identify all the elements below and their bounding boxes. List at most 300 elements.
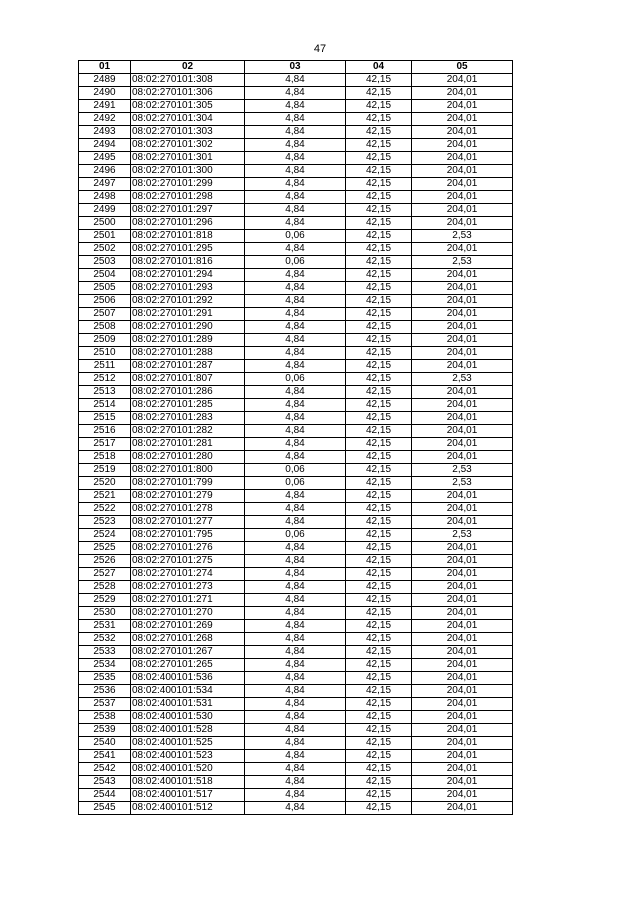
table-cell: 0,06 [245, 464, 346, 477]
table-cell: 42,15 [346, 672, 412, 685]
table-cell: 2,53 [412, 464, 513, 477]
table-cell: 08:02:270101:285 [131, 399, 245, 412]
table-row [79, 776, 513, 789]
table-cell: 42,15 [346, 308, 412, 321]
table-cell: 08:02:270101:291 [131, 308, 245, 321]
table-cell: 4,84 [245, 711, 346, 724]
column-header: 03 [245, 61, 346, 74]
table-cell: 204,01 [412, 568, 513, 581]
table-row [79, 672, 513, 685]
table-cell: 08:02:270101:816 [131, 256, 245, 269]
table-row [79, 347, 513, 360]
table-cell: 2496 [79, 165, 131, 178]
table-cell: 2,53 [412, 477, 513, 490]
table-cell: 204,01 [412, 620, 513, 633]
table-row [79, 477, 513, 490]
table-cell: 2499 [79, 204, 131, 217]
table-cell: 42,15 [346, 607, 412, 620]
table-cell: 2536 [79, 685, 131, 698]
table-cell: 08:02:270101:299 [131, 178, 245, 191]
table-cell: 4,84 [245, 542, 346, 555]
table-row [79, 217, 513, 230]
table-cell: 2512 [79, 373, 131, 386]
table-cell: 2505 [79, 282, 131, 295]
table-cell: 08:02:270101:303 [131, 126, 245, 139]
table-cell: 2491 [79, 100, 131, 113]
table-header-row [79, 61, 513, 74]
table-cell: 08:02:270101:799 [131, 477, 245, 490]
table-cell: 2519 [79, 464, 131, 477]
table-cell: 42,15 [346, 321, 412, 334]
table-cell: 204,01 [412, 321, 513, 334]
table-cell: 2530 [79, 607, 131, 620]
table-cell: 4,84 [245, 503, 346, 516]
table-cell: 08:02:270101:305 [131, 100, 245, 113]
table-cell: 4,84 [245, 451, 346, 464]
table-row [79, 334, 513, 347]
table-cell: 42,15 [346, 724, 412, 737]
table-cell: 204,01 [412, 698, 513, 711]
table-cell: 204,01 [412, 711, 513, 724]
table-cell: 204,01 [412, 178, 513, 191]
table-cell: 08:02:270101:273 [131, 581, 245, 594]
table-cell: 2531 [79, 620, 131, 633]
table-cell: 08:02:270101:290 [131, 321, 245, 334]
table-cell: 204,01 [412, 191, 513, 204]
table-cell: 2543 [79, 776, 131, 789]
table-cell: 4,84 [245, 633, 346, 646]
table-cell: 42,15 [346, 217, 412, 230]
table-cell: 204,01 [412, 516, 513, 529]
table-cell: 2510 [79, 347, 131, 360]
table-cell: 42,15 [346, 646, 412, 659]
table-cell: 42,15 [346, 386, 412, 399]
table-row [79, 633, 513, 646]
table-cell: 2537 [79, 698, 131, 711]
table-cell: 08:02:270101:302 [131, 139, 245, 152]
table-cell: 2504 [79, 269, 131, 282]
table-cell: 42,15 [346, 178, 412, 191]
table-row [79, 789, 513, 802]
table-cell: 204,01 [412, 672, 513, 685]
table-cell: 2506 [79, 295, 131, 308]
page-number: 47 [313, 43, 327, 55]
table-cell: 42,15 [346, 750, 412, 763]
table-row [79, 113, 513, 126]
table-cell: 2497 [79, 178, 131, 191]
table-cell: 2495 [79, 152, 131, 165]
table-cell: 42,15 [346, 191, 412, 204]
table-cell: 42,15 [346, 230, 412, 243]
table-cell: 2500 [79, 217, 131, 230]
table-row [79, 152, 513, 165]
table-row [79, 139, 513, 152]
table-cell: 2529 [79, 594, 131, 607]
table-cell: 08:02:270101:278 [131, 503, 245, 516]
table-cell: 204,01 [412, 152, 513, 165]
table-cell: 2503 [79, 256, 131, 269]
table-cell: 204,01 [412, 308, 513, 321]
table-cell: 08:02:400101:531 [131, 698, 245, 711]
table-cell: 08:02:270101:286 [131, 386, 245, 399]
table-row [79, 698, 513, 711]
table-cell: 08:02:270101:300 [131, 165, 245, 178]
table-cell: 4,84 [245, 672, 346, 685]
table-row [79, 802, 513, 815]
table-cell: 2544 [79, 789, 131, 802]
table-cell: 4,84 [245, 321, 346, 334]
table-cell: 42,15 [346, 789, 412, 802]
table-cell: 08:02:400101:530 [131, 711, 245, 724]
table-cell: 42,15 [346, 698, 412, 711]
table-cell: 4,84 [245, 607, 346, 620]
table-cell: 2526 [79, 555, 131, 568]
table-cell: 08:02:270101:274 [131, 568, 245, 581]
table-cell: 08:02:270101:298 [131, 191, 245, 204]
table-cell: 4,84 [245, 802, 346, 815]
table-cell: 2516 [79, 425, 131, 438]
table-cell: 4,84 [245, 178, 346, 191]
table-cell: 42,15 [346, 581, 412, 594]
table-cell: 42,15 [346, 776, 412, 789]
table-cell: 42,15 [346, 243, 412, 256]
table-cell: 204,01 [412, 113, 513, 126]
table-cell: 2532 [79, 633, 131, 646]
table-cell: 4,84 [245, 191, 346, 204]
table-cell: 204,01 [412, 165, 513, 178]
table-cell: 08:02:400101:520 [131, 763, 245, 776]
table-row [79, 178, 513, 191]
table-cell: 2539 [79, 724, 131, 737]
table-cell: 2502 [79, 243, 131, 256]
table-cell: 42,15 [346, 204, 412, 217]
table-row [79, 659, 513, 672]
table-cell: 204,01 [412, 74, 513, 87]
table-cell: 2,53 [412, 230, 513, 243]
table-row [79, 100, 513, 113]
table-row [79, 503, 513, 516]
table-cell: 2540 [79, 737, 131, 750]
table-cell: 42,15 [346, 74, 412, 87]
table-cell: 4,84 [245, 620, 346, 633]
table-cell: 42,15 [346, 529, 412, 542]
table-cell: 08:02:270101:296 [131, 217, 245, 230]
table-row [79, 763, 513, 776]
table-cell: 42,15 [346, 464, 412, 477]
table-cell: 2513 [79, 386, 131, 399]
table-cell: 42,15 [346, 802, 412, 815]
table-cell: 204,01 [412, 542, 513, 555]
table-cell: 08:02:270101:265 [131, 659, 245, 672]
table-cell: 42,15 [346, 152, 412, 165]
table-cell: 4,84 [245, 74, 346, 87]
column-header: 05 [412, 61, 513, 74]
table-cell: 0,06 [245, 256, 346, 269]
column-header: 02 [131, 61, 245, 74]
table-cell: 08:02:270101:800 [131, 464, 245, 477]
table-cell: 42,15 [346, 568, 412, 581]
table-row [79, 87, 513, 100]
table-row [79, 542, 513, 555]
table-cell: 08:02:270101:807 [131, 373, 245, 386]
table-row [79, 360, 513, 373]
table-cell: 4,84 [245, 139, 346, 152]
table-cell: 08:02:270101:795 [131, 529, 245, 542]
table-cell: 08:02:270101:270 [131, 607, 245, 620]
table-cell: 4,84 [245, 100, 346, 113]
table-cell: 42,15 [346, 659, 412, 672]
table-cell: 42,15 [346, 139, 412, 152]
table-cell: 4,84 [245, 516, 346, 529]
table-cell: 204,01 [412, 737, 513, 750]
table-cell: 4,84 [245, 698, 346, 711]
table-cell: 204,01 [412, 282, 513, 295]
table-cell: 204,01 [412, 750, 513, 763]
table-cell: 42,15 [346, 87, 412, 100]
table-cell: 4,84 [245, 295, 346, 308]
table-cell: 204,01 [412, 633, 513, 646]
table-cell: 204,01 [412, 139, 513, 152]
table-row [79, 594, 513, 607]
table-row [79, 191, 513, 204]
table-cell: 42,15 [346, 555, 412, 568]
table-row [79, 737, 513, 750]
table-cell: 204,01 [412, 295, 513, 308]
table-cell: 2545 [79, 802, 131, 815]
table-cell: 4,84 [245, 152, 346, 165]
table-cell: 2517 [79, 438, 131, 451]
table-cell: 204,01 [412, 490, 513, 503]
table-cell: 08:02:270101:301 [131, 152, 245, 165]
table-cell: 08:02:270101:295 [131, 243, 245, 256]
table-cell: 4,84 [245, 386, 346, 399]
table-cell: 4,84 [245, 347, 346, 360]
table-cell: 2508 [79, 321, 131, 334]
table-cell: 08:02:270101:282 [131, 425, 245, 438]
table-cell: 42,15 [346, 113, 412, 126]
table-row [79, 204, 513, 217]
table-cell: 42,15 [346, 360, 412, 373]
table-cell: 0,06 [245, 373, 346, 386]
table-cell: 4,84 [245, 113, 346, 126]
table-cell: 2514 [79, 399, 131, 412]
table-cell: 204,01 [412, 503, 513, 516]
table-row [79, 438, 513, 451]
table-cell: 42,15 [346, 477, 412, 490]
table-cell: 08:02:270101:304 [131, 113, 245, 126]
table-cell: 2489 [79, 74, 131, 87]
table-cell: 2524 [79, 529, 131, 542]
table-cell: 204,01 [412, 347, 513, 360]
table-cell: 4,84 [245, 126, 346, 139]
table-cell: 204,01 [412, 685, 513, 698]
table-cell: 4,84 [245, 581, 346, 594]
table-cell: 204,01 [412, 87, 513, 100]
table-cell: 4,84 [245, 685, 346, 698]
table-cell: 08:02:270101:268 [131, 633, 245, 646]
table-cell: 204,01 [412, 776, 513, 789]
table-cell: 0,06 [245, 230, 346, 243]
table-row [79, 529, 513, 542]
table-row [79, 321, 513, 334]
table-cell: 204,01 [412, 399, 513, 412]
table-cell: 2,53 [412, 529, 513, 542]
table-cell: 42,15 [346, 711, 412, 724]
table-cell: 4,84 [245, 243, 346, 256]
table-cell: 42,15 [346, 503, 412, 516]
table-cell: 204,01 [412, 763, 513, 776]
table-cell: 204,01 [412, 594, 513, 607]
table-cell: 4,84 [245, 425, 346, 438]
table-row [79, 516, 513, 529]
table-cell: 08:02:400101:525 [131, 737, 245, 750]
table-cell: 4,84 [245, 789, 346, 802]
table-cell: 42,15 [346, 516, 412, 529]
table-cell: 2525 [79, 542, 131, 555]
table-row [79, 711, 513, 724]
table-cell: 42,15 [346, 334, 412, 347]
table-cell: 2523 [79, 516, 131, 529]
table-row [79, 724, 513, 737]
table-cell: 08:02:270101:281 [131, 438, 245, 451]
table-cell: 08:02:270101:283 [131, 412, 245, 425]
table-cell: 4,84 [245, 763, 346, 776]
table-cell: 08:02:270101:279 [131, 490, 245, 503]
table-cell: 08:02:270101:308 [131, 74, 245, 87]
table-row [79, 243, 513, 256]
table-cell: 2493 [79, 126, 131, 139]
table-row [79, 399, 513, 412]
table-cell: 4,84 [245, 334, 346, 347]
table-cell: 2541 [79, 750, 131, 763]
table-cell: 204,01 [412, 659, 513, 672]
table-cell: 204,01 [412, 581, 513, 594]
table-row [79, 490, 513, 503]
table-cell: 42,15 [346, 633, 412, 646]
table-cell: 08:02:270101:271 [131, 594, 245, 607]
table-cell: 08:02:270101:306 [131, 87, 245, 100]
table-row [79, 269, 513, 282]
table-cell: 4,84 [245, 87, 346, 100]
table-cell: 08:02:270101:267 [131, 646, 245, 659]
table-cell: 2520 [79, 477, 131, 490]
table-cell: 42,15 [346, 685, 412, 698]
table-cell: 08:02:270101:275 [131, 555, 245, 568]
data-table [78, 60, 513, 815]
table-cell: 204,01 [412, 334, 513, 347]
table-cell: 08:02:400101:536 [131, 672, 245, 685]
table-cell: 42,15 [346, 620, 412, 633]
table-cell: 4,84 [245, 269, 346, 282]
table-cell: 2538 [79, 711, 131, 724]
table-cell: 42,15 [346, 269, 412, 282]
table-row [79, 685, 513, 698]
table-cell: 42,15 [346, 737, 412, 750]
table-row [79, 282, 513, 295]
table-cell: 42,15 [346, 438, 412, 451]
table-cell: 42,15 [346, 373, 412, 386]
table-cell: 42,15 [346, 256, 412, 269]
table-cell: 4,84 [245, 165, 346, 178]
table-cell: 4,84 [245, 438, 346, 451]
table-row [79, 74, 513, 87]
table-row [79, 451, 513, 464]
table-cell: 204,01 [412, 204, 513, 217]
table-cell: 2509 [79, 334, 131, 347]
table-cell: 2490 [79, 87, 131, 100]
table-cell: 2515 [79, 412, 131, 425]
table-cell: 08:02:270101:818 [131, 230, 245, 243]
table-cell: 42,15 [346, 100, 412, 113]
table-row [79, 568, 513, 581]
table-cell: 2492 [79, 113, 131, 126]
table-cell: 08:02:400101:518 [131, 776, 245, 789]
table-cell: 2501 [79, 230, 131, 243]
table-cell: 204,01 [412, 451, 513, 464]
table-row [79, 555, 513, 568]
table-cell: 08:02:270101:277 [131, 516, 245, 529]
table-cell: 08:02:400101:534 [131, 685, 245, 698]
table-cell: 4,84 [245, 282, 346, 295]
table-cell: 204,01 [412, 243, 513, 256]
table-cell: 08:02:270101:294 [131, 269, 245, 282]
table-cell: 204,01 [412, 802, 513, 815]
table-cell: 204,01 [412, 425, 513, 438]
table-cell: 42,15 [346, 282, 412, 295]
table-cell: 08:02:400101:512 [131, 802, 245, 815]
table-cell: 204,01 [412, 100, 513, 113]
table-cell: 4,84 [245, 204, 346, 217]
table-row [79, 464, 513, 477]
table-cell: 08:02:270101:269 [131, 620, 245, 633]
table-cell: 4,84 [245, 399, 346, 412]
table-cell: 42,15 [346, 425, 412, 438]
table-cell: 4,84 [245, 659, 346, 672]
table-cell: 2494 [79, 139, 131, 152]
table-row [79, 646, 513, 659]
table-cell: 2522 [79, 503, 131, 516]
table-row [79, 425, 513, 438]
table-cell: 2498 [79, 191, 131, 204]
table-cell: 4,84 [245, 594, 346, 607]
table-cell: 4,84 [245, 412, 346, 425]
table-cell: 42,15 [346, 126, 412, 139]
table-cell: 204,01 [412, 607, 513, 620]
table-cell: 204,01 [412, 269, 513, 282]
table-row [79, 412, 513, 425]
table-cell: 4,84 [245, 724, 346, 737]
table-cell: 2535 [79, 672, 131, 685]
table-row [79, 295, 513, 308]
table-cell: 42,15 [346, 412, 412, 425]
table-cell: 204,01 [412, 412, 513, 425]
table-cell: 08:02:270101:293 [131, 282, 245, 295]
table-cell: 4,84 [245, 360, 346, 373]
column-header: 04 [346, 61, 412, 74]
table-row [79, 256, 513, 269]
table-cell: 204,01 [412, 789, 513, 802]
table-cell: 0,06 [245, 529, 346, 542]
table-row [79, 581, 513, 594]
table-cell: 4,84 [245, 490, 346, 503]
table-cell: 4,84 [245, 568, 346, 581]
table-cell: 2533 [79, 646, 131, 659]
table-cell: 204,01 [412, 217, 513, 230]
table-cell: 2528 [79, 581, 131, 594]
table-row [79, 165, 513, 178]
table-cell: 08:02:270101:289 [131, 334, 245, 347]
table-cell: 4,84 [245, 308, 346, 321]
